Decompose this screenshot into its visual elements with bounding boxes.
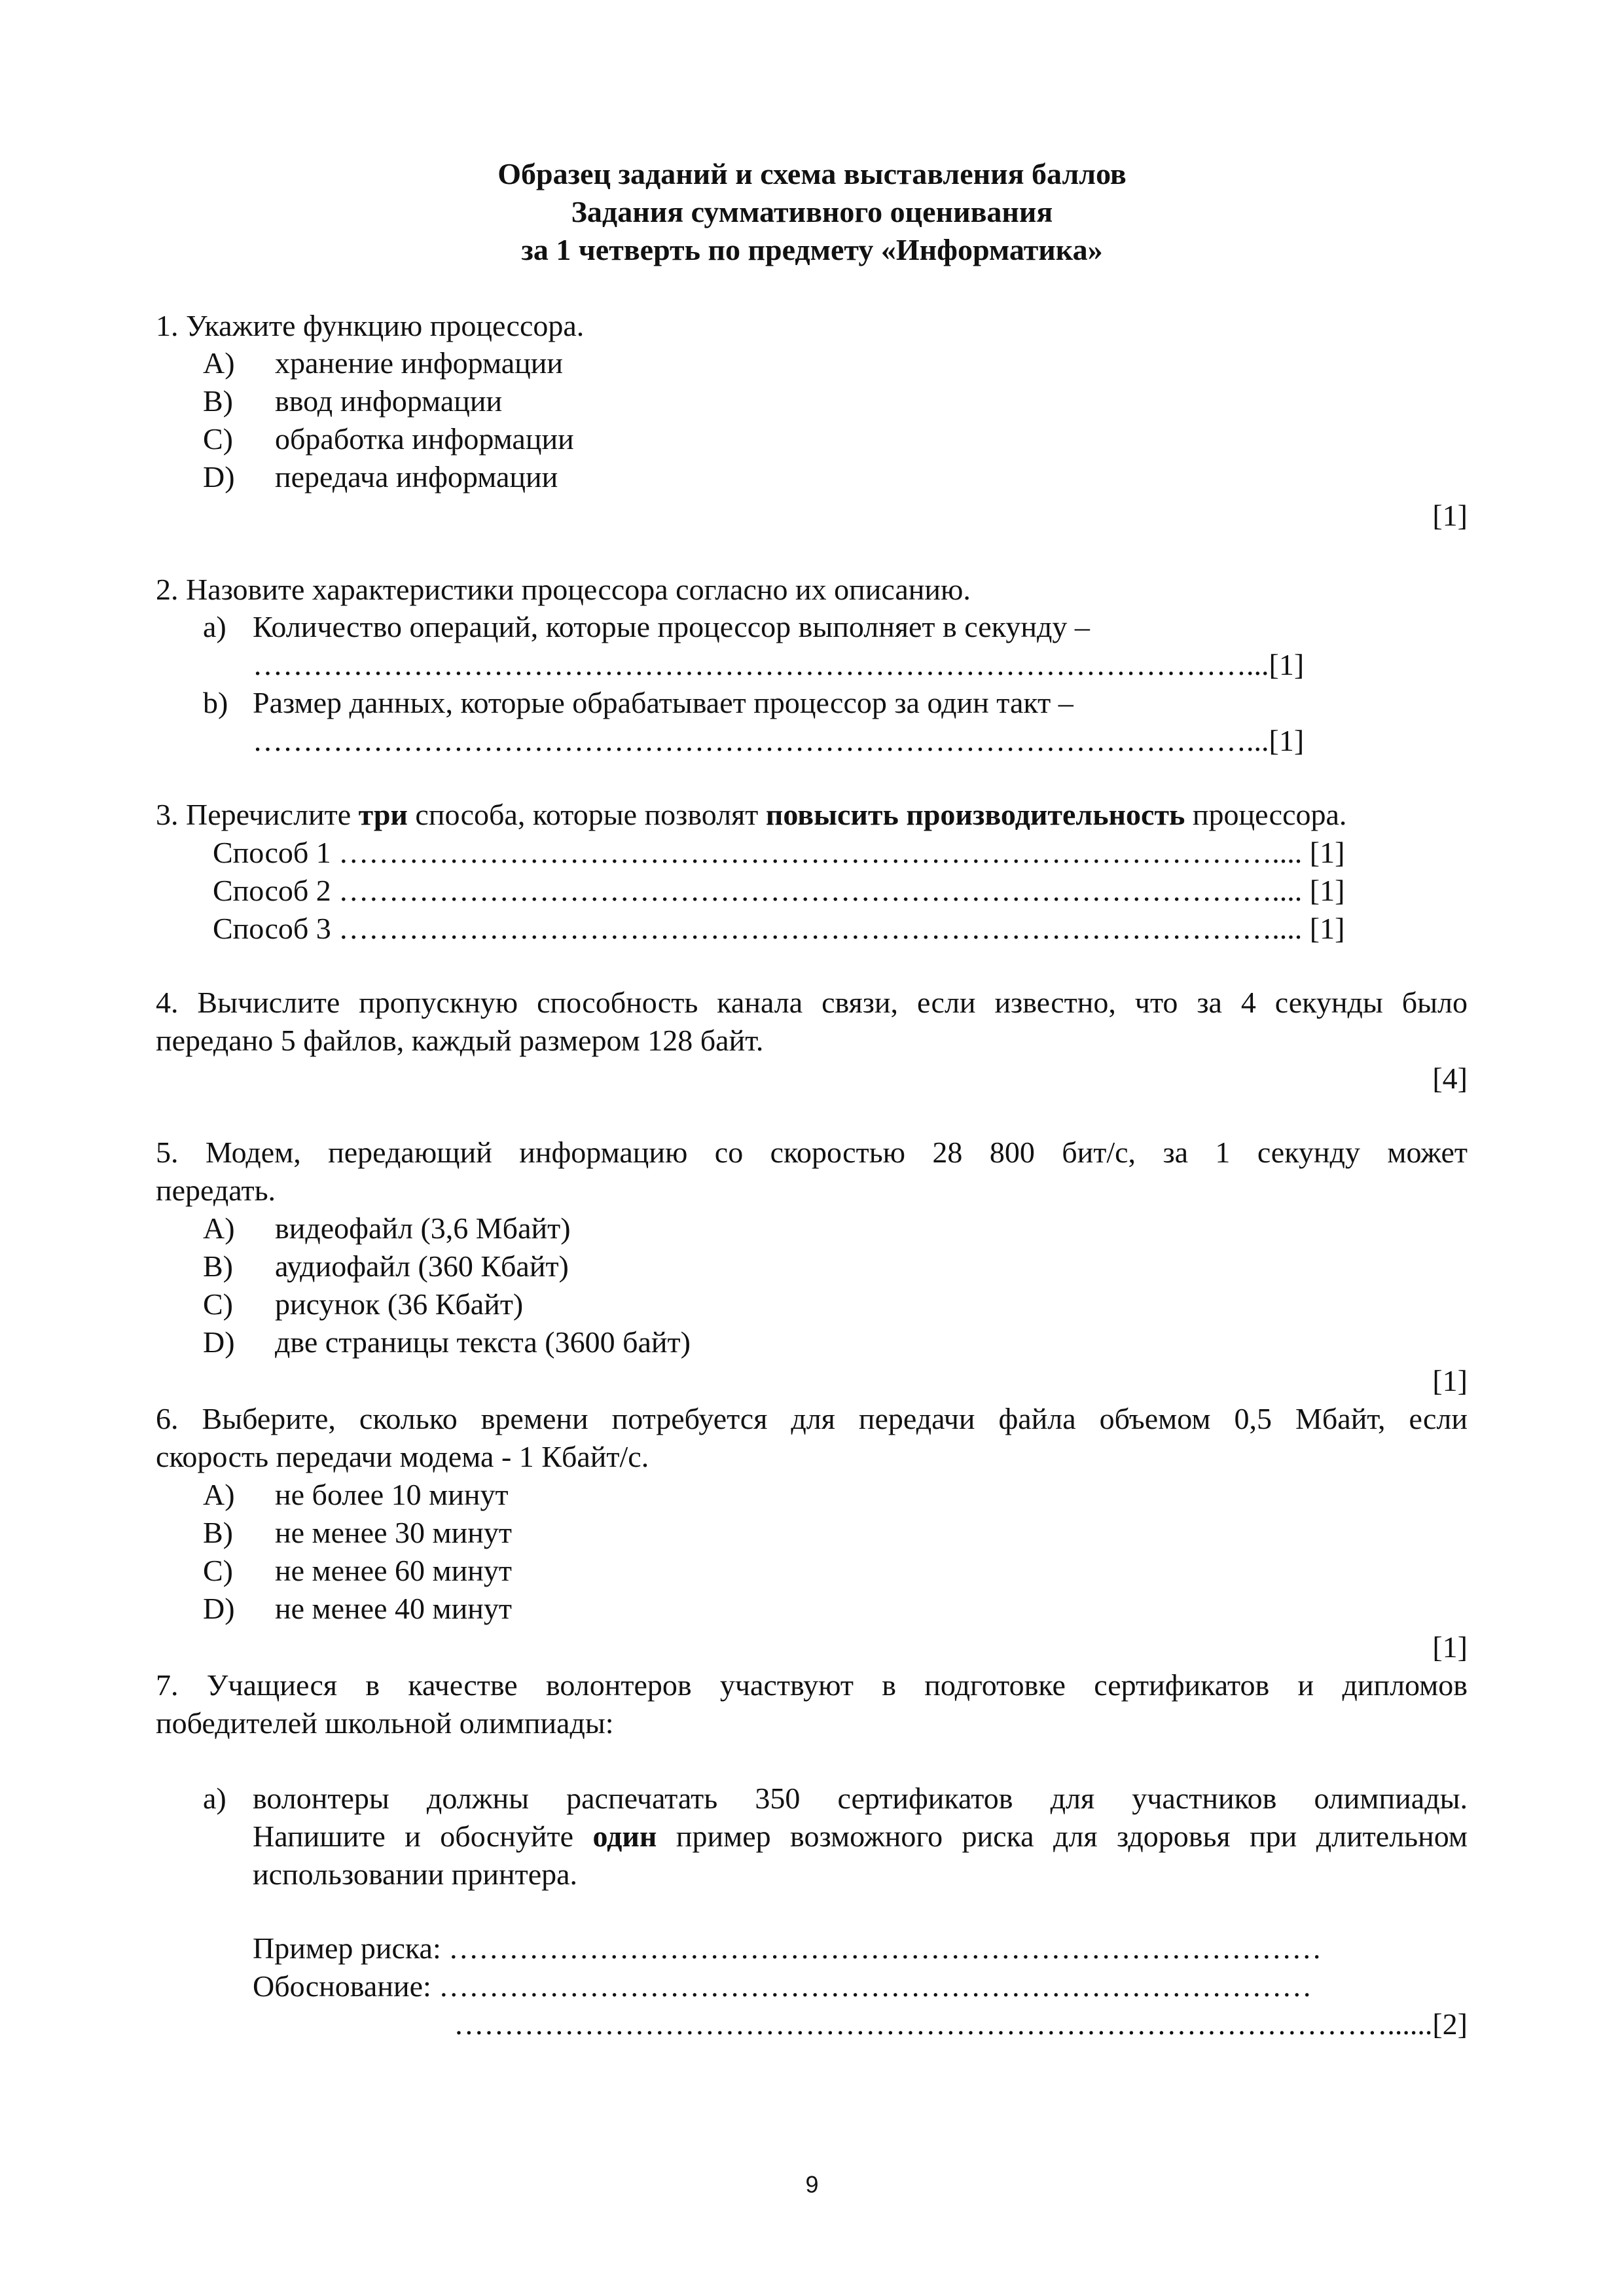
q7-reason-line: Обоснование: …………………………………………………………………………… (253, 1969, 1312, 2003)
q7-a-line1: волонтеры должны распечатать 350 сертификатов для участников олимпиады. (253, 1782, 1468, 1815)
q5-option-d (203, 1324, 691, 1361)
option-label: B) (203, 1516, 233, 1549)
option-text: не менее 60 минут (275, 1554, 512, 1587)
option-label: A) (203, 1478, 235, 1511)
q6-option-b (203, 1515, 512, 1551)
question-6-line1: 6. Выберите, сколько времени потребуется для передачи файла объемом 0,5 Мбайт, если (156, 1402, 1468, 1435)
q3-way-3: Способ 3 ………………………………………………………………………………….... [1] (213, 912, 1345, 945)
header-title-line2: Задания суммативного оценивания (571, 195, 1053, 228)
question-5-line2: передать. (156, 1174, 276, 1207)
q2-b-label: b) (203, 686, 228, 719)
q1-option-c (203, 421, 574, 457)
q5-option-c (203, 1286, 523, 1323)
q1-option-b (203, 383, 502, 420)
question-7-line1: 7. Учащиеся в качестве волонтеров участвуют в подготовке сертификатов и дипломов (156, 1668, 1468, 1702)
q7-text-part: пример возможного риска для здоровья при длительном (657, 1820, 1468, 1853)
option-label: A) (203, 346, 235, 380)
q6-option-d (203, 1590, 512, 1627)
option-text: не менее 40 минут (275, 1592, 512, 1625)
q2-a-answer-line: ………………………………………………………………………………………...[1] (253, 648, 1305, 681)
q7-a-line3: использовании принтера. (253, 1857, 578, 1891)
option-text: видеофайл (3,6 Мбайт) (275, 1211, 571, 1245)
question-2-text: 2. Назовите характеристики процессора согласно их описанию. (156, 573, 971, 606)
question-3-text (156, 797, 1346, 833)
q7-a-line2 (253, 1818, 1468, 1855)
question-7-line2: победителей школьной олимпиады: (156, 1706, 614, 1740)
q6-option-a (203, 1477, 509, 1513)
option-text: хранение информации (275, 346, 564, 380)
option-label: D) (203, 1325, 235, 1359)
q3-text-part: процессора. (1185, 798, 1347, 831)
q6-score: [1] (1432, 1630, 1468, 1664)
q7-bold-one: один (592, 1820, 657, 1853)
option-label: D) (203, 1592, 235, 1625)
q3-bold-three: три (358, 798, 408, 831)
option-text: обработка информации (275, 422, 574, 456)
option-label: B) (203, 384, 233, 418)
question-5-line1: 5. Модем, передающий информацию со скоростью 28 800 бит/с, за 1 секунду может (156, 1136, 1468, 1169)
q3-text-part: способа, которые позволят (407, 798, 766, 831)
q1-option-a (203, 345, 563, 382)
option-label: B) (203, 1249, 233, 1283)
question-6-line2: скорость передачи модема - 1 Кбайт/с. (156, 1440, 649, 1473)
q3-text-part: 3. Перечислите (156, 798, 359, 831)
option-label: C) (203, 1287, 233, 1321)
option-text: не более 10 минут (275, 1478, 509, 1511)
q3-way-1: Способ 1 ………………………………………………………………………………….... [1] (213, 836, 1345, 869)
q6-option-c (203, 1552, 512, 1589)
question-4-line2: передано 5 файлов, каждый размером 128 байт. (156, 1024, 764, 1057)
q7-text-part: Напишите и обоснуйте (253, 1820, 593, 1853)
option-text: передача информации (275, 460, 558, 493)
q2-b-text: Размер данных, которые обрабатывает процессор за один такт – (253, 686, 1074, 719)
option-label: C) (203, 1554, 233, 1587)
header-title-line1: Образец заданий и схема выставления баллов (497, 157, 1127, 190)
q4-score: [4] (1432, 1062, 1468, 1095)
q2-b-answer-line: ………………………………………………………………………………………...[1] (253, 724, 1305, 757)
q3-bold-performance: повысить производительность (765, 798, 1185, 831)
option-text: ввод информации (275, 384, 503, 418)
q2-a-label: a) (203, 610, 226, 643)
q5-option-a (203, 1210, 571, 1247)
option-text: рисунок (36 Кбайт) (275, 1287, 524, 1321)
option-label: D) (203, 460, 235, 493)
option-label: C) (203, 422, 233, 456)
option-text: не менее 30 минут (275, 1516, 512, 1549)
option-text: две страницы текста (3600 байт) (275, 1325, 691, 1359)
q3-way-2: Способ 2 ………………………………………………………………………………….... [1] (213, 874, 1345, 907)
option-text: аудиофайл (360 Кбайт) (275, 1249, 569, 1283)
q2-a-text: Количество операций, которые процессор выполняет в секунду – (253, 610, 1090, 643)
q5-option-b (203, 1248, 569, 1285)
q7-risk-line: Пример риска: …………………………………………………………………………… (253, 1931, 1322, 1965)
question-1-text: 1. Укажите функцию процессора. (156, 309, 585, 342)
page-number: 9 (805, 2171, 819, 2198)
q7-reason-continuation: …………………………………………………………………………………......[2] (454, 2007, 1468, 2041)
q1-score: [1] (1432, 499, 1468, 532)
q1-option-d (203, 459, 558, 495)
question-4-line1: 4. Вычислите пропускную способность канала связи, если известно, что за 4 секунды было (156, 986, 1468, 1019)
option-label: A) (203, 1211, 235, 1245)
q7-a-label: a) (203, 1782, 226, 1815)
q5-score: [1] (1432, 1364, 1468, 1397)
header-title-line3: за 1 четверть по предмету «Информатика» (521, 233, 1103, 266)
